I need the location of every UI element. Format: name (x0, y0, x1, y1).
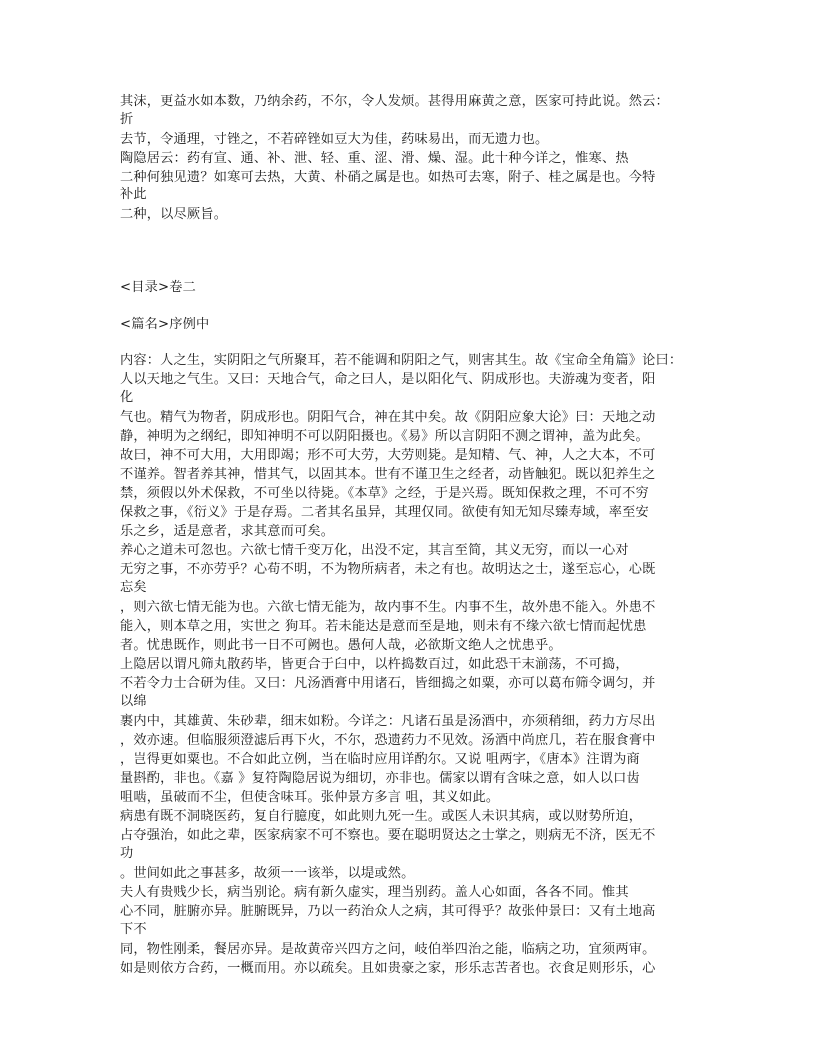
text-line: 禁，须假以外术保救，不可坐以待毙。《本草》之经，于是兴焉。既知保救之理，不可不穷 (120, 486, 649, 501)
chapter-heading: <篇名>序例中 (120, 317, 210, 332)
text-line: 者。忧患既作，则此书一日不可阙也。愚何人哉，必欲斯文绝人之忧患乎。 (120, 638, 562, 653)
text-line: 忘矣 (120, 580, 147, 595)
text-line: 同，物性刚柔，餐居亦异。是故黄帝兴四方之问，岐伯举四治之能，临病之功，宜须两审。 (120, 942, 656, 957)
catalog-heading: <目录>卷二 (120, 280, 197, 295)
text-line: ，则六欲七情无能为也。六欲七情无能为，故内事不生。内事不生，故外患不能入。外患不 (120, 600, 656, 615)
text-line: 保救之事，《衍义》于是存焉。二者其名虽异，其理仅同。欲使有知无知尽臻寿域，率至安 (120, 505, 649, 520)
text-line: 病患有既不洞晓医药，复自行臆度，如此则九死一生。或医人未识其病，或以财势所迫， (120, 809, 643, 824)
text-line: 上隐居以谓凡筛丸散药毕，皆更合于臼中，以杵捣数百过，如此恐干末湔荡，不可捣， (120, 657, 629, 672)
text-line: 占夺强治，如此之辈，医家病家不可不察也。要在聪明贤达之士掌之，则病无不济，医无不 (120, 828, 656, 843)
text-line: 陶隐居云：药有宣、通、补、泄、轻、重、涩、滑、燥、湿。此十种今详之，惟寒、热 (120, 151, 629, 166)
text-line: 养心之道未可忽也。六欲七情千变万化，出没不定，其言至简，其义无穷，而以一心对 (120, 543, 629, 558)
text-line: ，效亦速。但临服须澄滤后再下火，不尔，恐遗药力不见效。汤酒中尚庶几，若在服食膏中 (120, 733, 656, 748)
text-line: 补此 (120, 187, 147, 202)
text-line: 如是则依方合药，一概而用。亦以疏矣。且如贵豪之家，形乐志苦者也。衣食足则形乐，心 (120, 961, 656, 976)
text-line: 不若令力士合研为佳。又曰：凡汤酒膏中用诸石，皆细捣之如粟，亦可以葛布筛令调匀，并 (120, 676, 656, 691)
text-line: 功 (120, 846, 134, 861)
text-line: 乐之乡，适是意者，求其意而可矣。 (120, 524, 335, 539)
text-line: 气也。精气为物者，阴成形也。阴阳气合，神在其中矣。故《阴阳应象大论》曰：天地之动 (120, 410, 656, 425)
text-line: 化 (120, 390, 134, 405)
text-line: 静，神明为之纲纪，即知神明不可以阴阳摄也。《易》所以言阴阳不测之谓神，盖为此矣。 (120, 429, 649, 444)
text-line: 裹内中，其雄黄、朱砂辈，细末如粉。今详之：凡诸石虽是汤酒中，亦须稍细，药力方尽出 (120, 714, 656, 729)
text-line: 量斟酌，非也。《嘉 》复符陶隐居说为细切，亦非也。儒家以谓有含味之意，如人以口齿 (120, 771, 640, 786)
text-line: 人以天地之气生。又曰：天地合气，命之曰人，是以阳化气、阴成形也。夫游魂为变者，阳 (120, 372, 656, 387)
text-line: ，岂得更如粟也。不合如此立例，当在临时应用详酌尔。又说 咀两字，《唐本》注谓为商 (120, 752, 640, 767)
text-line: 。世间如此之事甚多，故须一一该举，以堤或然。 (120, 866, 415, 881)
text-line: 能入，则本草之用，实世之 狗耳。若未能达是意而至是地，则未有不缘六欲七情而起忧患 (120, 619, 647, 634)
text-line: 其沫，更益水如本数，乃纳余药，不尔，令人发烦。甚得用麻黄之意，医家可持此说。然云： (120, 94, 669, 109)
text-line: 下不 (120, 922, 147, 937)
text-line: 故曰，神不可大用，大用即竭；形不可大劳，大劳则毙。是知精、气、神，人之大本，不可 (120, 448, 656, 463)
text-line: 去节，令通理，寸锉之，不若碎锉如豆大为佳，药味易出，而无遗力也。 (120, 132, 549, 147)
text-line: 以绵 (120, 694, 147, 709)
text-line: 不谨养。智者养其神，惜其气，以固其本。世有不谨卫生之经者，动皆触犯。既以犯养生之 (120, 467, 656, 482)
text-line: 无穷之事，不亦劳乎？心苟不明，不为物所病者，未之有也。故明达之士，遂至忘心，心既 (120, 562, 656, 577)
text-line: 二种何独见遗？如寒可去热，大黄、朴硝之属是也。如热可去寒，附子、桂之属是也。今特 (120, 170, 656, 185)
text-line: 心不同，脏腑亦异。脏腑既异，乃以一药治众人之病，其可得乎？故张仲景曰：又有土地高 (120, 904, 656, 919)
text-line: 咀啮，虽破而不尘，但使含味耳。张仲景方多言 咀，其义如此。 (120, 790, 500, 805)
text-line: 内容：人之生，实阴阳之气所聚耳，若不能调和阴阳之气，则害其生。故《宝命全角篇》论曰： (120, 353, 683, 368)
text-line: 二种，以尽厥旨。 (120, 207, 228, 222)
text-line: 折 (120, 112, 134, 127)
text-line: 夫人有贵贱少长，病当别论。病有新久虚实，理当别药。盖人心如面，各各不同。惟其 (120, 885, 629, 900)
